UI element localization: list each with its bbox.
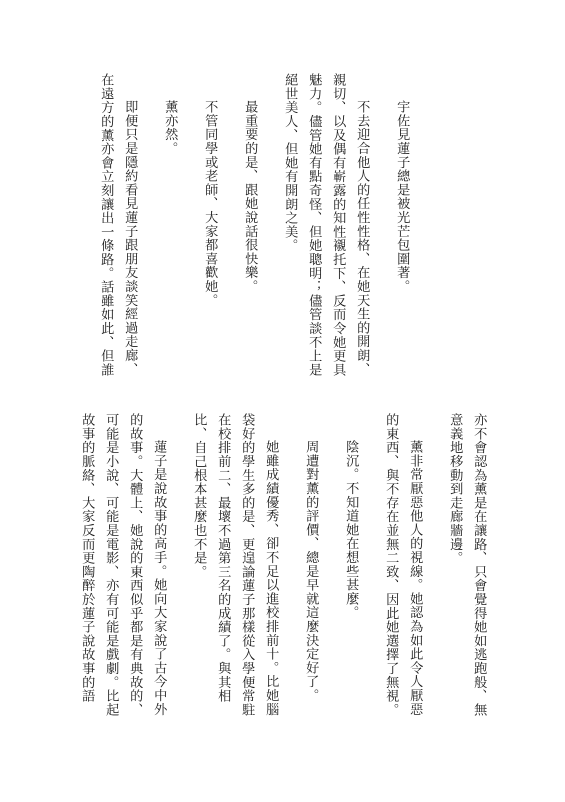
text-column: 的故事。大體上、她說的東西似乎都是有典故的、 — [127, 413, 143, 717]
text-column: 最重要的是、跟她說話很快樂。 — [242, 100, 258, 294]
text-column: 魅力。儘管她有點奇怪、但她聰明；儘管談不上是 — [306, 73, 322, 377]
text-column: 在遠方的薰亦會立刻讓出一條路。話雖如此、但誰 — [98, 73, 114, 377]
text-column: 周遭對薰的評價、總是早就這麼決定好了。 — [303, 440, 319, 703]
text-column: 親切、以及偶有嶄露的知性襯托下、反而令她更具 — [330, 73, 346, 377]
text-column: 絕世美人、但她有開朗之美。 — [282, 73, 298, 253]
text-column: 在校排前二、最壞不過第三名的成績了。與其相 — [215, 413, 231, 703]
text-column: 蓮子是說故事的高手。她向大家說了古今中外 — [151, 440, 167, 716]
text-column: 袋好的學生多的是、更遑論蓮子那樣從入學便常駐 — [239, 413, 255, 717]
text-column: 可能是小說、可能是電影、亦有可能是戲劇。比起 — [103, 413, 119, 717]
text-column: 即便只是隱約看見蓮子跟朋友談笑經過走廊、 — [122, 100, 138, 376]
text-column: 故事的脈絡、大家反而更陶醉於蓮子說故事的語 — [79, 413, 95, 703]
text-column: 她雖成績優秀、卻不足以進校排前十。比她腦 — [263, 440, 279, 716]
text-column: 不管同學或老師、大家都喜歡她。 — [202, 100, 218, 307]
text-column: 亦不會認為薰是在讓路、只會覺得她如逃跑般、無 — [471, 413, 487, 717]
text-column: 宇佐見蓮子總是被光芒包圍著。 — [394, 100, 410, 294]
text-column: 比、自己根本甚麼也不是。 — [191, 413, 207, 579]
text-column: 薰亦然。 — [162, 100, 178, 156]
text-column: 陰沉。不知道她在想些甚麼。 — [343, 440, 359, 620]
text-column: 的東西、與不存在並無二致、因此她選擇了無視。 — [383, 413, 399, 717]
text-column: 不去迎合他人的任性性格、在她天生的開朗、 — [354, 100, 370, 376]
text-column: 薰非常厭惡他人的視線。她認為如此令人厭惡 — [407, 440, 423, 716]
text-column: 意義地移動到走廊牆邊。 — [447, 413, 463, 565]
